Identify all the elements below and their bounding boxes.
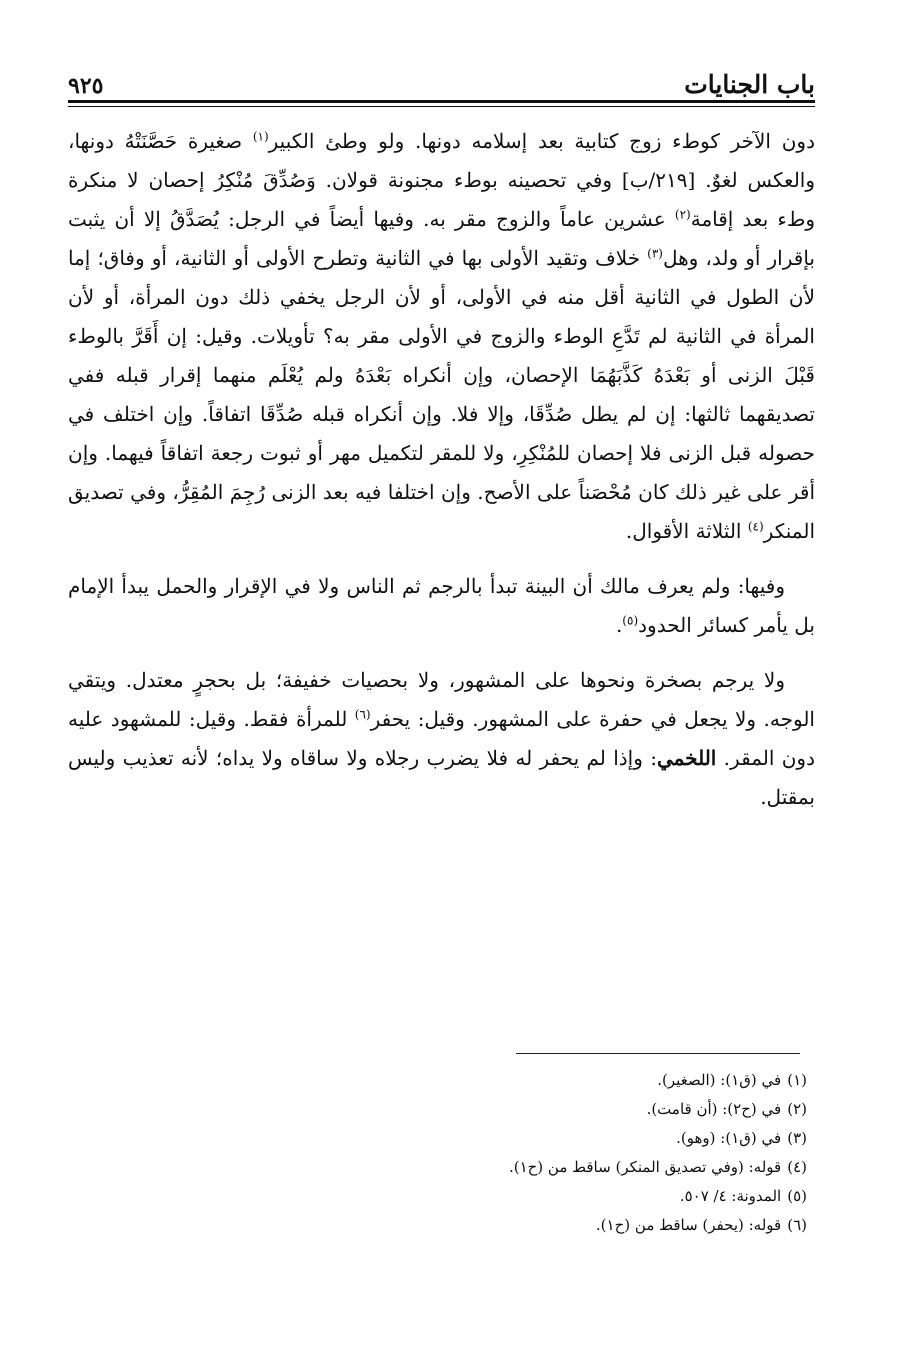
footnote-text: قوله: (يحفر) ساقط من (ح١). [595, 1216, 782, 1234]
header-rule-thin [68, 106, 815, 107]
cited-name: اللخمي [656, 746, 717, 770]
footnote-item [207, 1211, 807, 1240]
footnote-ref: (٦) [354, 707, 371, 722]
text-run: . [615, 613, 623, 637]
footnote-ref: (٤) [747, 519, 764, 534]
footnote-text: المدونة: ٤/ ٥٠٧. [679, 1187, 782, 1205]
text-run: الثلاثة الأقوال. [625, 519, 748, 543]
text-run: : وإذا لم يحفر له فلا يضرب رجلاه ولا ساقاه ولا يداه؛ لأنه تعذيب وليس بمقتل. [68, 746, 815, 809]
text-run: وفيها: ولم يعرف مالك أن البينة تبدأ بالرجم ثم الناس ولا في الإقرار والحمل يبدأ الإمام بل يأمر كسائر الحدود [68, 574, 815, 637]
footnote-number: (٦) [787, 1216, 807, 1234]
footnote-item [207, 1095, 807, 1124]
paragraph-1 [68, 122, 815, 551]
main-text [68, 122, 815, 817]
footnote-separator [516, 1053, 800, 1054]
footnote-text: في (ح٢): (أن قامت). [646, 1100, 782, 1118]
text-run: دون الآخر كوطء زوج كتابية بعد إسلامه دونها. ولو وطئ الكبير [268, 129, 815, 153]
footnote-text: قوله: (وفي تصديق المنكر) ساقط من (ح١). [508, 1158, 782, 1176]
header-rule-thick [68, 100, 815, 103]
text-run: للمرأة فقط. وقيل: للمشهود عليه دون المقر. [68, 707, 815, 770]
text-run: ولا يرجم بصخرة ونحوها على المشهور، ولا بحصيات خفيفة؛ بل بحجرٍ معتدل. ويتقي الوجه. ولا يجعل في حفرة على المشهور. وقيل: يحفر [68, 668, 815, 731]
footnotes [207, 1066, 807, 1240]
footnote-number: (١) [787, 1071, 807, 1089]
footnote-number: (٢) [787, 1100, 807, 1118]
running-title: باب الجنايات [684, 70, 815, 99]
footnote-number: (٣) [787, 1129, 807, 1147]
footnote-ref: (٥) [622, 613, 639, 628]
footnote-item [207, 1182, 807, 1211]
footnote-item [207, 1124, 807, 1153]
paragraph-3 [68, 661, 815, 817]
footnote-text: في (ق١): (وهو). [676, 1129, 782, 1147]
text-run: عشرين عاماً والزوج مقر به. وفيها أيضاً في الرجل: يُصَدَّقُ إلا أن يثبت بإقرار أو ولد، وهل [68, 207, 815, 270]
footnote-ref: (٣) [647, 246, 663, 261]
footnote-item [207, 1066, 807, 1095]
text-run: خلاف وتقيد الأولى بها في الثانية وتطرح الأولى أو الثانية، أو وفاق؛ إما لأن الطول في الثانية أقل منه في الأولى، أو لأن الرجل يخفي ذلك دون المرأة، أو لأن المرأة في الثانية لم تَدَّعِ الوطء والزوج في الأولى مقر به؟ تأويلات. وقيل: إن أَقَرَّ بالوطء قَبْلَ الزنى أو بَعْدَهُ كَذَّبَهُمَا الإحصان، وإن أنكراه بَعْدَهُ ولم يُعْلَم منهما إقرار قبله ففي تصديقهما ثالثها: إن لم يطل صُدِّقَا، وإلا فلا. وإن أنكراه قبله صُدِّقَا اتفاقاً. وإن اختلف في حصوله قبل الزنى فلا إحصان للمُنْكِرِ، ولا للمقر لتكميل مهر أو ثبوت رجعة اتفاقاً فيهما. وإن أقر على غير ذلك كان مُحْصَناً على الأصح. وإن اختلفا فيه بعد الزنى رُجِمَ المُقِرُّ، وفي تصديق المنكر [68, 246, 815, 543]
page-header [68, 55, 815, 97]
page-number: ٩٢٥ [68, 73, 104, 99]
text-run: صغيرة حَصَّنَتْهُ دونها، والعكس لغوٌ. [٢١٩/ب] وفي تحصينه بوطء مجنونة قولان. وَصُدِّقَ مُنْكِرُ إحصان لا منكرة وطء بعد إقامة [68, 129, 815, 231]
footnote-number: (٤) [787, 1158, 807, 1176]
footnote-item [207, 1153, 807, 1182]
footnote-number: (٥) [787, 1187, 807, 1205]
footnote-ref: (١) [252, 129, 269, 144]
paragraph-2 [68, 567, 815, 645]
footnote-text: في (ق١): (الصغير). [657, 1071, 782, 1089]
footnote-ref: (٢) [674, 207, 691, 222]
